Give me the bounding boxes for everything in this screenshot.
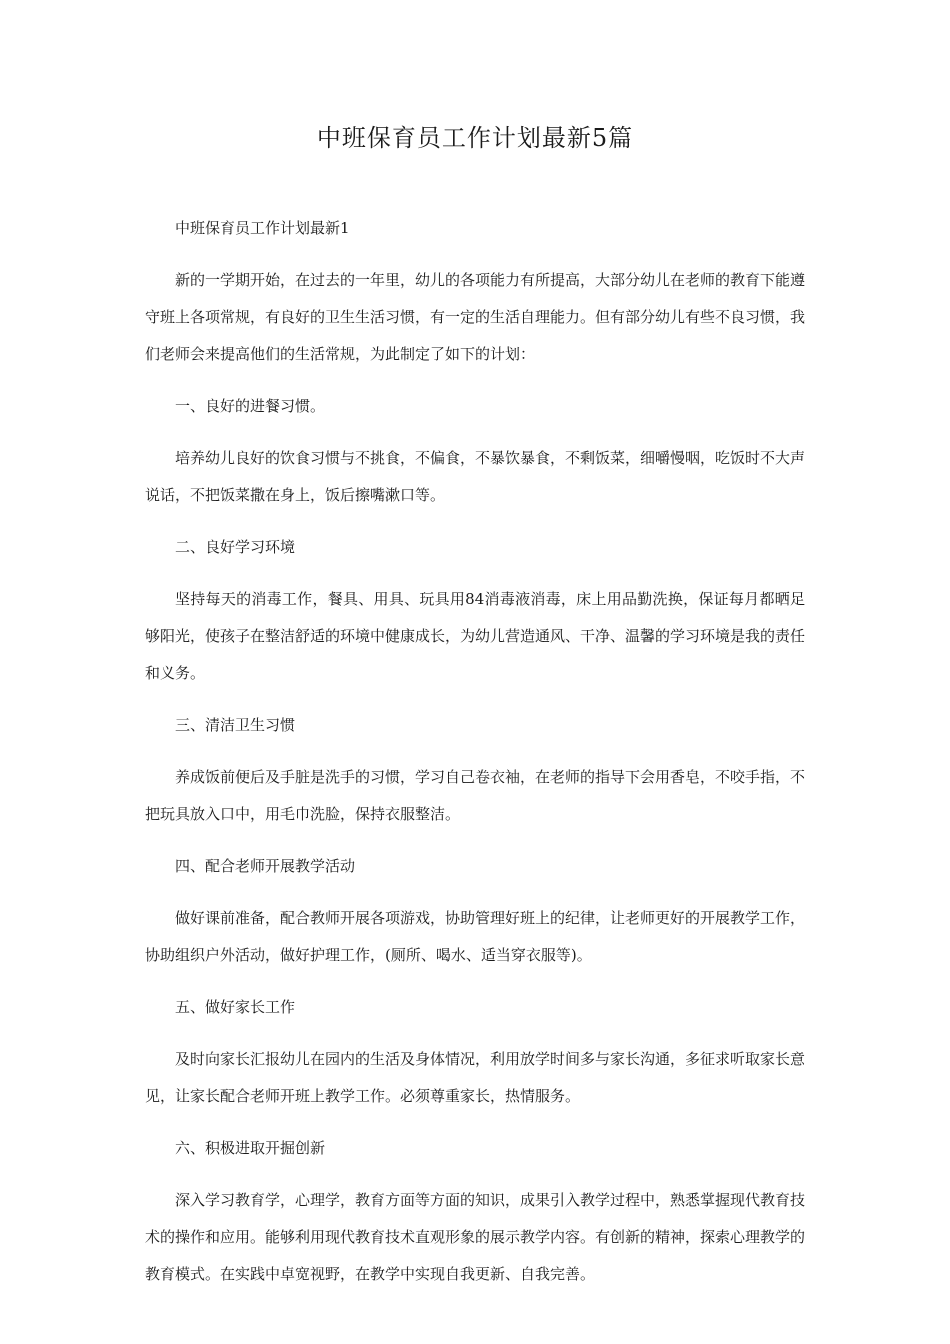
section-body-5: 及时向家长汇报幼儿在园内的生活及身体情况，利用放学时间多与家长沟通，多征求听取家长意见，让家长配合老师开班上教学工作。必须尊重家长，热情服务。 bbox=[145, 1050, 806, 1105]
intro-paragraph: 新的一学期开始，在过去的一年里，幼儿的各项能力有所提高，大部分幼儿在老师的教育下能遵守班上各项常规，有良好的卫生生活习惯，有一定的生活自理能力。但有部分幼儿有些不良习惯，我们老师会来提高他们的生活常规，为此制定了如下的计划： bbox=[145, 271, 806, 363]
spacer bbox=[145, 566, 805, 581]
document-body bbox=[145, 210, 805, 1293]
spacer bbox=[145, 1026, 805, 1041]
section-body-2: 坚持每天的消毒工作，餐具、用具、玩具用84消毒液消毒，床上用品勤洗换，保证每月都晒足够阳光，使孩子在整洁舒适的环境中健康成长，为幼儿营造通风、干净、温馨的学习环境是我的责任和义务。 bbox=[145, 590, 806, 682]
spacer bbox=[145, 744, 805, 759]
spacer bbox=[145, 514, 805, 529]
spacer bbox=[145, 974, 805, 989]
spacer bbox=[145, 425, 805, 440]
section-body-1: 培养幼儿良好的饮食习惯与不挑食，不偏食，不暴饮暴食，不剩饭菜，细嚼慢咽，吃饭时不大声说话，不把饭菜撒在身上，饭后擦嘴漱口等。 bbox=[145, 449, 806, 504]
spacer bbox=[145, 247, 805, 262]
section-heading-5: 五、做好家长工作 bbox=[175, 998, 296, 1016]
spacer bbox=[145, 373, 805, 388]
section-body-4: 做好课前准备，配合教师开展各项游戏，协助管理好班上的纪律，让老师更好的开展教学工作，协助组织户外活动，做好护理工作，(厕所、喝水、适当穿衣服等)。 bbox=[145, 909, 806, 964]
section-heading-1: 一、良好的进餐习惯。 bbox=[175, 397, 326, 415]
section-heading-3: 三、清洁卫生习惯 bbox=[175, 716, 296, 734]
spacer bbox=[145, 1167, 805, 1182]
plan-subtitle: 中班保育员工作计划最新1 bbox=[175, 219, 350, 237]
section-body-3: 养成饭前便后及手脏是洗手的习惯，学习自己卷衣袖，在老师的指导下会用香皂，不咬手指，不把玩具放入口中，用毛巾洗脸，保持衣服整洁。 bbox=[145, 768, 806, 823]
spacer bbox=[145, 1115, 805, 1130]
section-heading-6: 六、积极进取开掘创新 bbox=[175, 1139, 326, 1157]
section-heading-2: 二、良好学习环境 bbox=[175, 538, 296, 556]
section-heading-4: 四、配合老师开展教学活动 bbox=[175, 857, 356, 875]
spacer bbox=[145, 833, 805, 848]
spacer bbox=[145, 885, 805, 900]
spacer bbox=[145, 692, 805, 707]
document-title: 中班保育员工作计划最新5篇 bbox=[316, 124, 634, 152]
section-body-6: 深入学习教育学，心理学，教育方面等方面的知识，成果引入教学过程中，熟悉掌握现代教育技术的操作和应用。能够利用现代教育技术直观形象的展示教学内容。有创新的精神，探索心理教学的教育模式。在实践中卓宽视野，在教学中实现自我更新、自我完善。 bbox=[145, 1191, 806, 1283]
